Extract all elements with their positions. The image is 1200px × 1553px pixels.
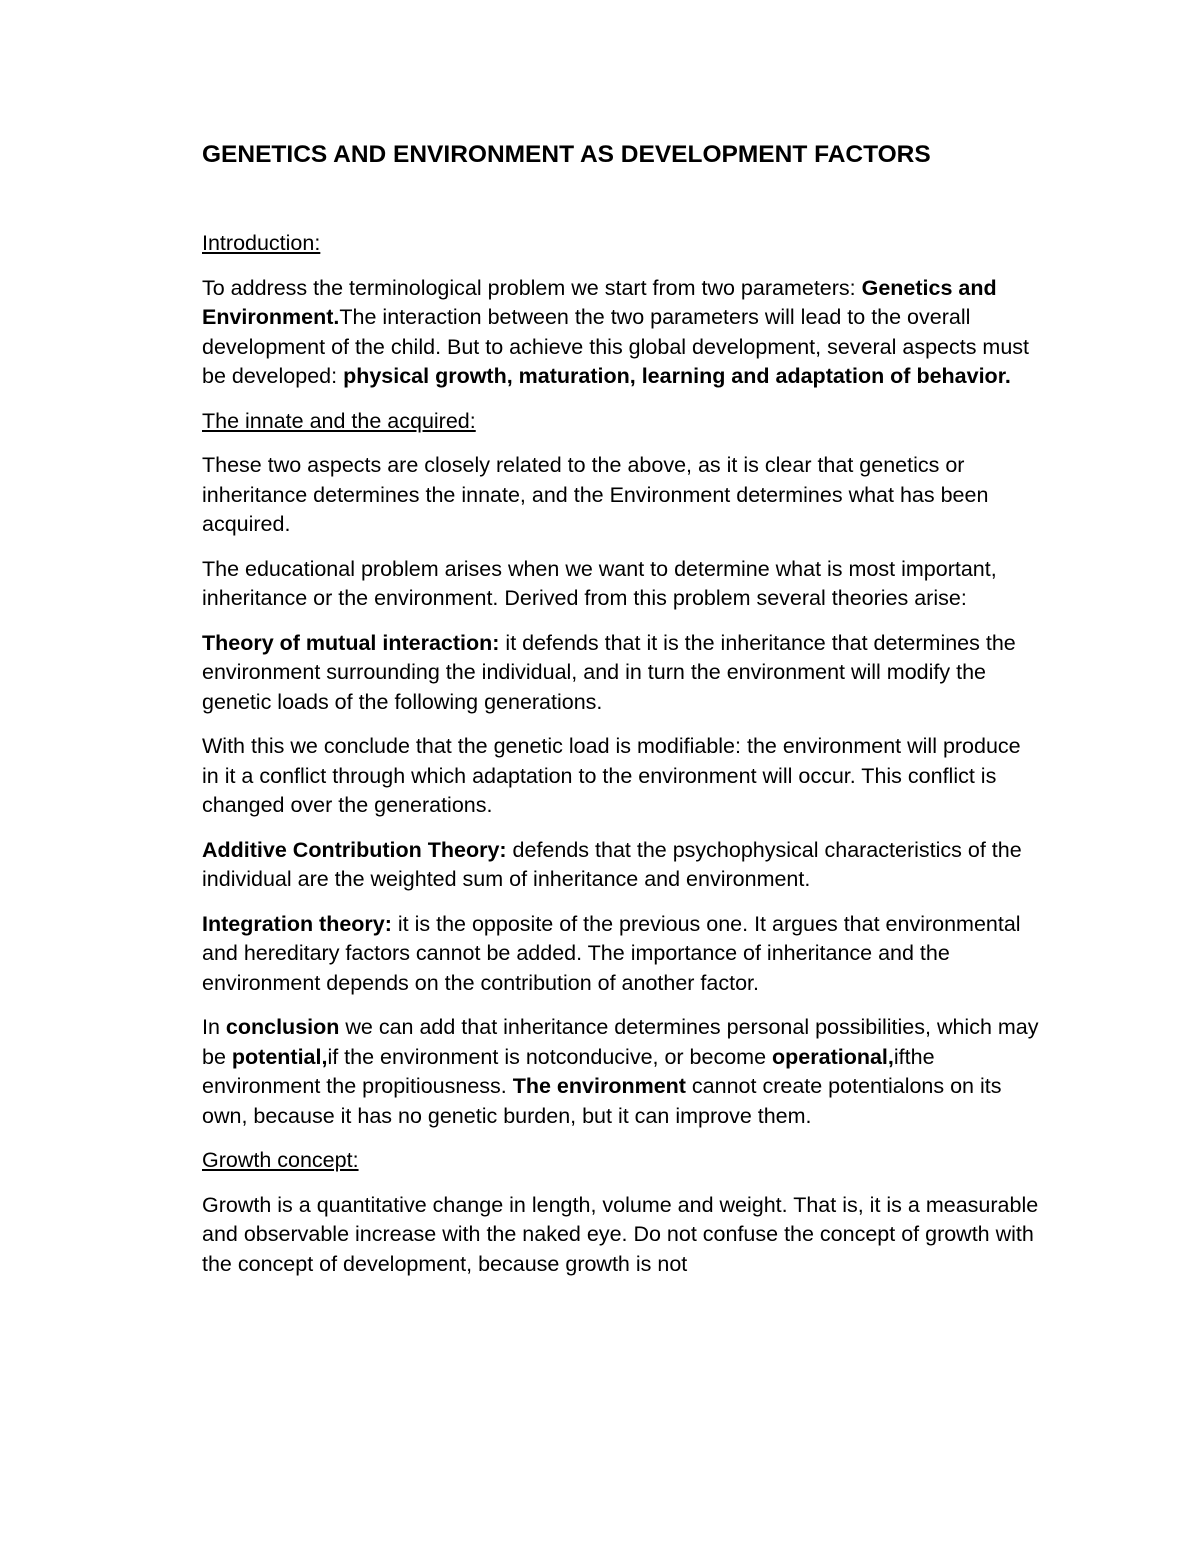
integration-theory-term: Integration theory: [202,911,392,936]
genetic-load-paragraph: With this we conclude that the genetic load is modifiable: the environment will produce in it a conflict through which adaptation to the environment will occur. This conflict is changed over the generations. [202,734,1021,817]
growth-concept-heading: Growth concept: [202,1148,359,1172]
additive-contribution-text: defends that the psychophysical characteristics of the individual are the weighted sum of inheritance and environment. [202,837,1022,891]
mutual-interaction-paragraph [202,629,1042,718]
intro-bold-genetics-environment: Genetics and Environment. [202,275,997,329]
integration-theory-text: it is the opposite of the previous one. It argues that environmental and hereditary factors cannot be added. The importance of inheritance and the environment depends on the contribution of another factor. [202,911,1021,995]
mutual-interaction-text: it defends that it is the inheritance that determines the environment surrounding the individual, and in turn the environment will modify the genetic loads of the following generations. [202,630,1016,714]
potential-bold: potential, [231,1044,328,1069]
conclusion-text-g: ifthe environment the propitiousness. [202,1044,935,1098]
intro-bold-aspects: physical growth, maturation, learning and adaptation of behavior. [343,364,1011,388]
intro-text-c: The interaction between the two parameters will lead to the overall development of the child. But to achieve this global development, several aspects must be developed: [202,305,1030,388]
innate-acquired-paragraph: These two aspects are closely related to the above, as it is clear that genetics or inheritance determines the innate, and the Environment determines what has been acquired. [202,453,989,536]
the-environment-bold: The environment [512,1074,686,1098]
operational-bold: operational, [772,1044,894,1069]
conclusion-bold: conclusion [225,1015,340,1039]
document-title: GENETICS AND ENVIRONMENT AS DEVELOPMENT FACTORS [202,141,931,168]
document-page [202,138,1042,1294]
innate-acquired-heading: The innate and the acquired: [202,408,476,433]
conclusion-text-i: cannot create potentialons on its own, because it has no genetic burden, but it can improve them. [202,1074,1002,1128]
conclusion-text-e: if the environment is notconducive, or become [327,1044,773,1069]
introduction-heading: Introduction: [202,231,321,255]
conclusion-text-c: we can add that inheritance determines personal possibilities, which may be [202,1015,1039,1069]
conclusion-paragraph [202,1013,1042,1131]
educational-problem-paragraph: The educational problem arises when we want to determine what is most important, inheritance or the environment. Derived from this problem several theories arise: [202,556,997,610]
introduction-paragraph [202,274,1042,392]
conclusion-text-a: In [202,1015,226,1039]
growth-concept-paragraph: Growth is a quantitative change in length, volume and weight. That is, it is a measurable and observable increase with the naked eye. Do not confuse the concept of growth with the concept of development, because growth is not [202,1192,1039,1276]
additive-contribution-term: Additive Contribution Theory: [202,837,507,862]
additive-contribution-paragraph [202,836,1042,895]
intro-text-a: To address the terminological problem we start from two parameters: [202,275,862,300]
integration-theory-paragraph [202,910,1042,999]
mutual-interaction-term: Theory of mutual interaction: [202,630,500,655]
